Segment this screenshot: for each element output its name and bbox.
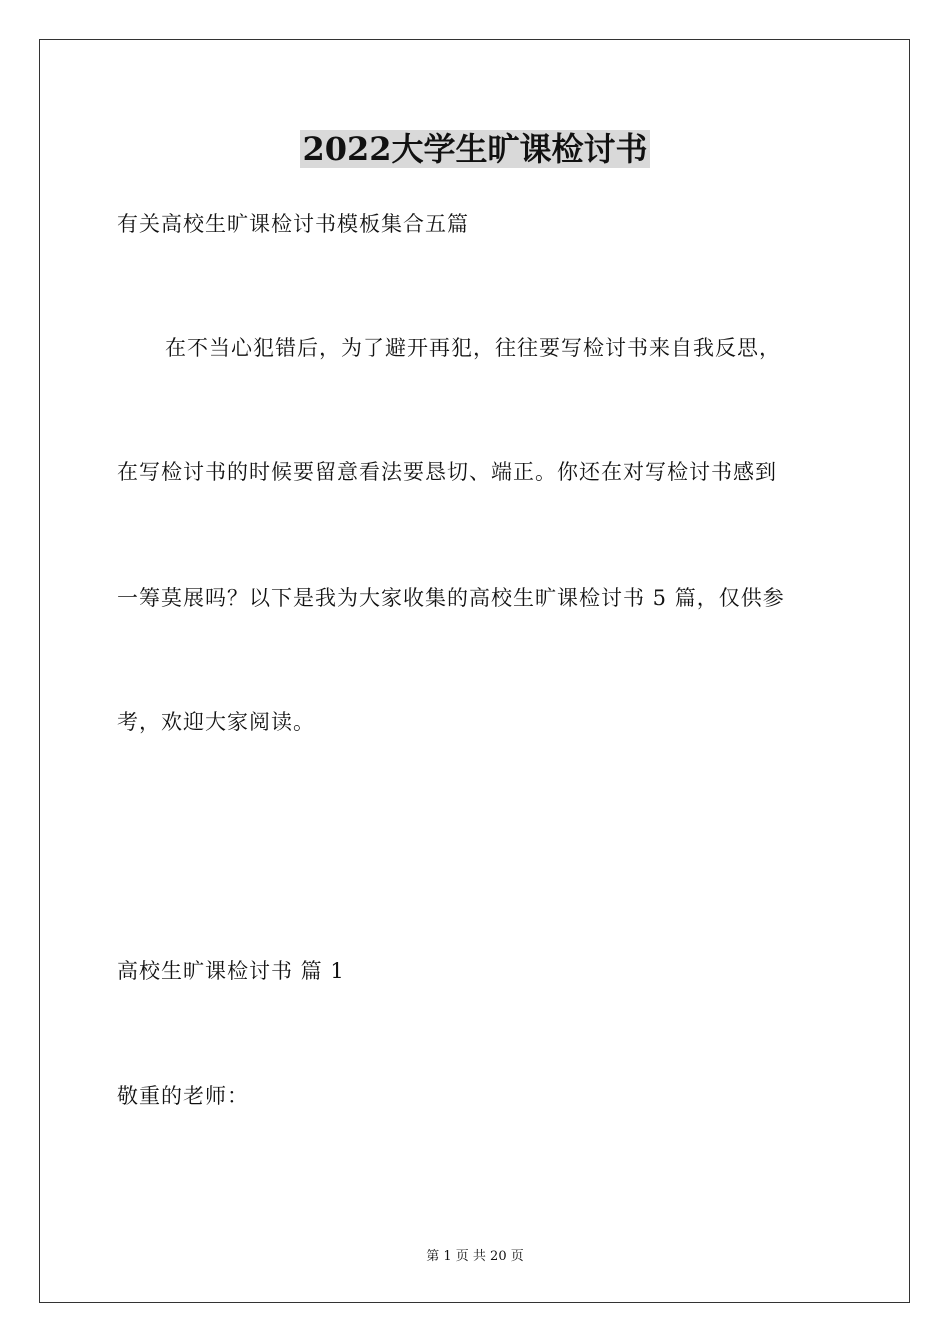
document-subtitle: 有关高校生旷课检讨书模板集合五篇	[117, 212, 469, 236]
intro-line-4: 考，欢迎大家阅读。	[117, 710, 315, 734]
section-heading: 高校生旷课检讨书 篇 1	[117, 959, 345, 983]
intro-line-2: 在写检讨书的时候要留意看法要恳切、端正。你还在对写检讨书感到	[117, 460, 777, 484]
salutation: 敬重的老师：	[117, 1084, 249, 1108]
page-footer: 第 1 页 共 20 页	[426, 1249, 524, 1264]
intro-line-3: 一筹莫展吗？以下是我为大家收集的高校生旷课检讨书 5 篇，仅供参	[117, 586, 785, 610]
intro-line-1: 在不当心犯错后，为了避开再犯，往往要写检讨书来自我反思，	[165, 336, 781, 360]
document-title-text: 2022大学生旷课检讨书	[302, 130, 648, 168]
document-title	[0, 127, 950, 171]
